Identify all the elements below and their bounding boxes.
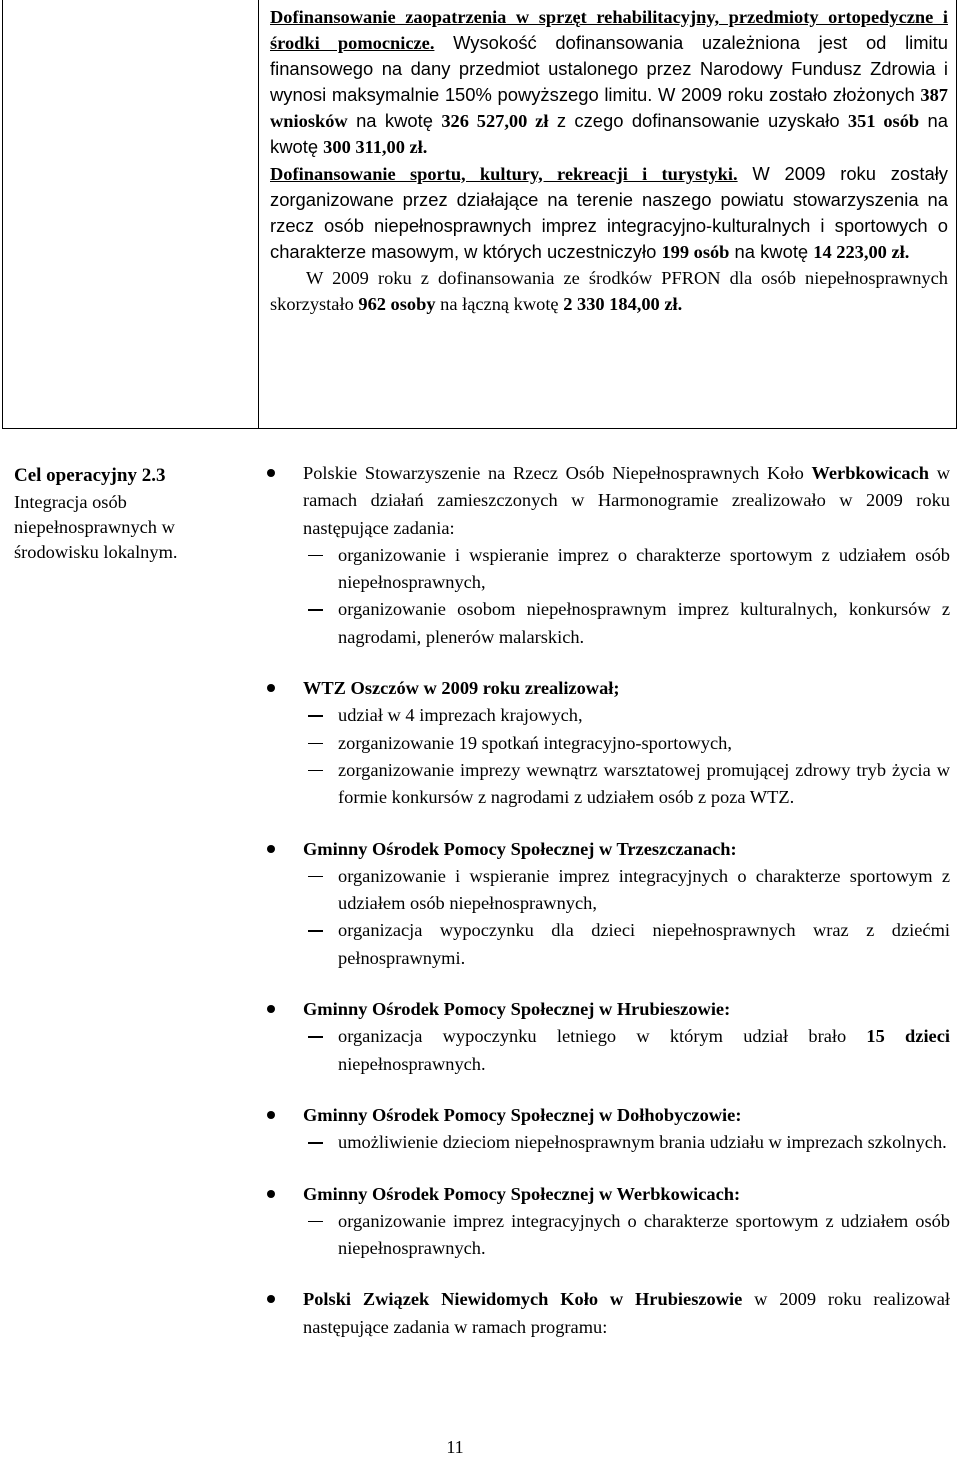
task-item bbox=[303, 1129, 950, 1156]
tasks-column bbox=[262, 460, 950, 1341]
task-item bbox=[303, 863, 950, 918]
task-item bbox=[303, 1208, 950, 1263]
task-text: udział w 4 imprezach krajowych, bbox=[338, 705, 583, 726]
task-item bbox=[303, 757, 950, 812]
organization-item bbox=[262, 1181, 950, 1263]
organization-item bbox=[262, 996, 950, 1078]
task-list bbox=[303, 1208, 950, 1263]
p1-number-4: 300 311,00 zł. bbox=[323, 137, 428, 158]
task-list bbox=[303, 1023, 950, 1078]
organization-item bbox=[262, 1102, 950, 1157]
top-paragraph-2 bbox=[270, 161, 948, 265]
org-intro: w 2009 roku realizował następujące zadania w ramach programu: bbox=[303, 1289, 950, 1337]
organization-item bbox=[262, 675, 950, 811]
p1-number-1: 387 wniosków bbox=[270, 85, 948, 132]
p3-text-2: na łączną kwotę bbox=[440, 294, 559, 315]
org-name: Polski Związek Niewidomych Koło w Hrubieszowie bbox=[303, 1289, 743, 1310]
task-list bbox=[303, 863, 950, 972]
organization-item bbox=[262, 460, 950, 651]
org-name: WTZ Oszczów w 2009 roku zrealizował; bbox=[303, 678, 620, 699]
dash-icon bbox=[308, 876, 323, 877]
table-border-bottom bbox=[2, 428, 957, 429]
spacer bbox=[262, 1157, 950, 1181]
table-border-divider bbox=[258, 0, 259, 429]
task-text: organizacja wypoczynku letniego w którym udział brało bbox=[338, 1026, 847, 1047]
task-item bbox=[303, 917, 950, 972]
task-list bbox=[303, 542, 950, 651]
task-text: organizowanie osobom niepełnosprawnym imprez kulturalnych, konkursów z nagrodami, plenerów malarskich. bbox=[338, 599, 950, 647]
p2-heading: Dofinansowanie sportu, kultury, rekreacji i turystyki. bbox=[270, 163, 738, 184]
p3-number-2: 2 330 184,00 zł. bbox=[563, 294, 683, 315]
organization-item bbox=[262, 1286, 950, 1341]
bullet-icon bbox=[267, 1111, 275, 1119]
bullet-icon bbox=[267, 1190, 275, 1198]
task-text: zorganizowanie imprezy wewnątrz warsztatowej promującej zdrowy tryb życia w formie konkursów z nagrodami z udziałem osób z poza WTZ. bbox=[338, 759, 950, 808]
task-text: organizowanie i wspieranie imprez o charakterze sportowym z udziałem osób niepełnosprawnych, bbox=[338, 544, 950, 593]
organizations-list bbox=[262, 460, 950, 1341]
p1-number-3: 351 osób bbox=[847, 111, 920, 132]
top-paragraph-1 bbox=[270, 4, 948, 161]
p1-body: Wysokość dofinansowania uzależniona jest od limitu finansowego na dany przedmiot ustalonego przez Narodowy Fundusz Zdrowia i wynosi maksymalnie 150% powyższego limitu. bbox=[270, 32, 948, 106]
dash-icon bbox=[308, 1221, 323, 1222]
task-item bbox=[303, 730, 950, 757]
task-text: organizowanie imprez integracyjnych o charakterze sportowym z udziałem osób niepełnosprawnych. bbox=[338, 1210, 950, 1259]
dash-icon bbox=[308, 1142, 323, 1143]
task-item bbox=[303, 542, 950, 597]
task-text: organizacja wypoczynku dla dzieci niepełnosprawnych wraz z dziećmi pełnosprawnymi. bbox=[338, 920, 950, 968]
bullet-icon bbox=[267, 1005, 275, 1013]
organization-item bbox=[262, 836, 950, 972]
task-text: umożliwienie dzieciom niepełnosprawnym brania udziału w imprezach szkolnych. bbox=[338, 1132, 947, 1153]
objective-column bbox=[14, 462, 246, 565]
top-paragraph-3 bbox=[270, 265, 948, 317]
dash-icon bbox=[308, 743, 323, 744]
org-name: Gminny Ośrodek Pomocy Społecznej w Trzeszczanach: bbox=[303, 838, 737, 859]
bullet-icon bbox=[267, 845, 275, 853]
p3-text-1: W 2009 roku z dofinansowania ze środków PFRON dla osób niepełnosprawnych skorzystało bbox=[270, 267, 948, 315]
p1-heading: Dofinansowanie zaopatrzenia w sprzęt rehabilitacyjny, przedmioty ortopedyczne i środki pomocnicze. bbox=[270, 7, 948, 54]
task-list bbox=[303, 1129, 950, 1156]
dash-icon bbox=[308, 930, 323, 931]
spacer bbox=[262, 1262, 950, 1286]
top-cell bbox=[270, 4, 948, 317]
task-item bbox=[303, 596, 950, 651]
table-border-left bbox=[2, 0, 3, 429]
dash-icon bbox=[308, 555, 323, 556]
dash-icon bbox=[308, 609, 323, 610]
task-text-end: niepełnosprawnych. bbox=[338, 1053, 486, 1074]
task-list bbox=[303, 702, 950, 811]
bullet-icon bbox=[267, 684, 275, 692]
page-number: 11 bbox=[446, 1437, 464, 1457]
task-text: organizowanie i wspieranie imprez integracyjnych o charakterze sportowym z udziałem osób niepełnosprawnych, bbox=[338, 865, 950, 914]
org-intro: w ramach działań zamieszczonych w Harmonogramie zrealizowało w 2009 roku następujące zadania: bbox=[303, 463, 950, 538]
task-item bbox=[303, 1023, 950, 1078]
dash-icon bbox=[308, 1036, 323, 1037]
objective-title: Cel operacyjny 2.3 bbox=[14, 465, 166, 486]
org-name: Polskie Stowarzyszenie na Rzecz Osób Niepełnosprawnych Koło bbox=[303, 463, 804, 483]
objective-description: Integracja osób niepełnosprawnych w środowisku lokalnym. bbox=[14, 492, 178, 562]
table-border-right bbox=[956, 0, 957, 429]
org-name-bold: Werbkowicach bbox=[811, 463, 929, 483]
spacer bbox=[262, 972, 950, 996]
spacer bbox=[262, 651, 950, 675]
p1-text-3: z czego dofinansowanie uzyskało bbox=[556, 110, 840, 132]
task-count: 15 dzieci bbox=[866, 1026, 950, 1047]
p1-text-4: na kwotę bbox=[270, 110, 948, 158]
spacer bbox=[262, 812, 950, 836]
task-text: zorganizowanie 19 spotkań integracyjno-sportowych, bbox=[338, 732, 732, 753]
p1-text-2: na kwotę bbox=[356, 110, 433, 132]
p2-text-2: na kwotę bbox=[734, 240, 809, 262]
bullet-icon bbox=[267, 469, 275, 477]
spacer bbox=[262, 1078, 950, 1102]
org-name: Gminny Ośrodek Pomocy Społecznej w Dołhobyczowie: bbox=[303, 1104, 742, 1125]
task-item bbox=[303, 702, 950, 729]
dash-icon bbox=[308, 715, 323, 716]
p2-number-2: 14 223,00 zł. bbox=[813, 241, 910, 262]
p2-number-1: 199 osób bbox=[661, 241, 730, 262]
org-name: Gminny Ośrodek Pomocy Społecznej w Hrubieszowie: bbox=[303, 999, 731, 1020]
p1-number-2: 326 527,00 zł bbox=[441, 111, 549, 132]
bullet-icon bbox=[267, 1295, 275, 1303]
dash-icon bbox=[308, 770, 323, 771]
p1-text-1: W 2009 roku zostało złożonych bbox=[658, 84, 915, 106]
p2-body: W 2009 roku zostały zorganizowane przez działające na terenie naszego powiatu stowarzyszenia na rzecz osób niepełnosprawnych imprez integracyjno-kulturalnych i sportowych o charakterze masowym, w których uczestniczyło bbox=[270, 162, 948, 262]
p3-number-1: 962 osoby bbox=[358, 294, 436, 315]
org-name: Gminny Ośrodek Pomocy Społecznej w Werbkowicach: bbox=[303, 1183, 741, 1204]
